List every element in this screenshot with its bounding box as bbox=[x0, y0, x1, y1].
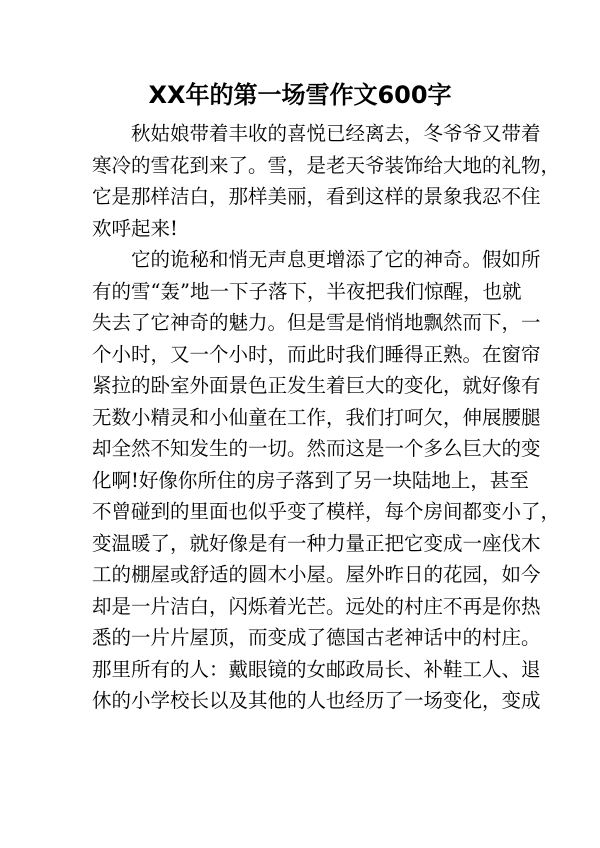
text-line: 个小时，又一个小时，而此时我们睡得正熟。在窗帘 bbox=[92, 342, 541, 366]
text-line: 工的棚屋或舒适的圆木小屋。屋外昨日的花园，如今 bbox=[92, 563, 541, 586]
text-line: 化啊!好像你所住的房子落到了另一块陆地上，甚至 bbox=[92, 468, 529, 492]
text-line: 失去了它神奇的魅力。但是雪是悄悄地飘然而下，一 bbox=[92, 311, 541, 334]
text-line: 却全然不知发生的一切。然而这是一个多么巨大的变 bbox=[92, 437, 541, 460]
paragraph-2 bbox=[92, 244, 561, 717]
document-title: XX年的第一场雪作文600字 bbox=[148, 81, 452, 109]
text-line: 秋姑娘带着丰收的喜悦已经离去，冬爷爷又带着 bbox=[131, 122, 541, 145]
text-line: 休的小学校长以及其他的人也经历了一场变化，变成 bbox=[92, 689, 541, 712]
text-line: 不曾碰到的里面也似乎变了模样，每个房间都变小了， bbox=[92, 500, 561, 523]
text-line: 却是一片洁白，闪烁着光芒。远处的村庄不再是你热 bbox=[92, 594, 541, 618]
text-line: 它是那样洁白，那样美丽，看到这样的景象我忍不住 bbox=[92, 185, 541, 208]
text-line: 无数小精灵和小仙童在工作，我们打呵欠，伸展腰腿 bbox=[92, 405, 541, 429]
text-line: 它的诡秘和悄无声息更增添了它的神奇。假如所 bbox=[131, 248, 541, 271]
document-body bbox=[92, 118, 561, 717]
text-line: 紧拉的卧室外面景色正发生着巨大的变化，就好像有 bbox=[92, 374, 541, 397]
text-line: 有的雪“轰”地一下子落下，半夜把我们惊醒，也就 bbox=[92, 279, 522, 303]
text-line: 变温暖了，就好像是有一种力量正把它变成一座伐木 bbox=[92, 531, 541, 555]
text-line: 欢呼起来! bbox=[92, 216, 178, 240]
text-line: 那里所有的人：戴眼镜的女邮政局长、补鞋工人、退 bbox=[92, 657, 541, 681]
text-line: 寒冷的雪花到来了。雪，是老天爷装饰给大地的礼物， bbox=[92, 153, 561, 177]
paragraph-1 bbox=[92, 118, 561, 244]
text-line: 悉的一片片屋顶，而变成了德国古老神话中的村庄。 bbox=[92, 626, 541, 649]
